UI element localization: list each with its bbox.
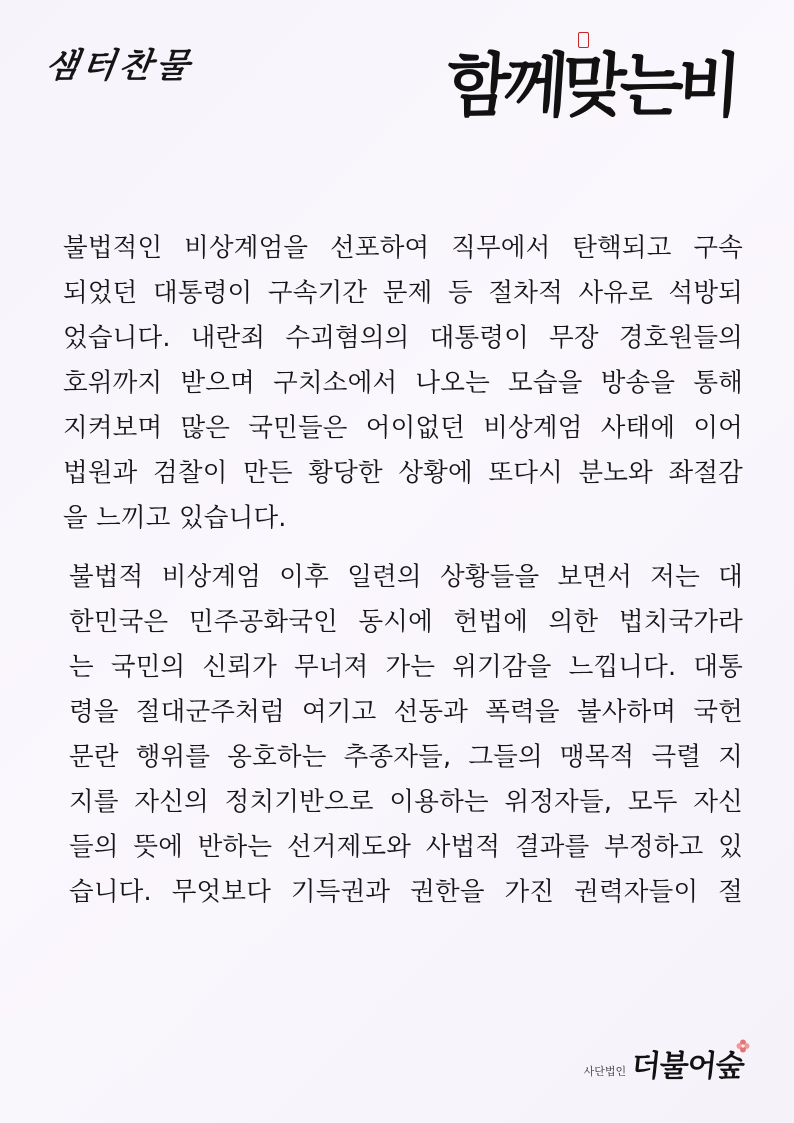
letter-body [55, 226, 743, 929]
org-name-logo: 더불어숲 [629, 1049, 746, 1084]
paragraph-1 [55, 226, 743, 541]
text-line: 법원과 검찰이 만든 황당한 상황에 또다시 분노와 좌절감 [63, 458, 743, 488]
text-line: 지를 자신의 정치기반으로 이용하는 위정자들, 모두 자신 [69, 787, 743, 817]
text-line: 호위까지 받으며 구치소에서 나오는 모습을 방송을 통해 [63, 368, 743, 398]
text-line: 습니다. 무엇보다 기득권과 권한을 가진 권력자들이 절 [69, 877, 743, 907]
text-line: 지켜보며 많은 국민들은 어이없던 비상계엄 사태에 이어 [63, 413, 743, 443]
text-line: 불법적 비상계엄 이후 일련의 상황들을 보면서 저는 대 [69, 562, 743, 592]
text-line: 는 국민의 신뢰가 무너져 가는 위기감을 느낍니다. 대통 [69, 652, 743, 682]
org-type-label: 사단법인 [583, 1065, 627, 1078]
text-line: 한민국은 민주공화국인 동시에 헌법에 의한 법치국가라 [69, 607, 743, 637]
header-title: 샘터찬물 [42, 46, 196, 86]
footer-brand [584, 1041, 744, 1085]
text-line: 되었던 대통령이 구속기간 문제 등 절차적 사유로 석방되 [63, 278, 743, 308]
text-line: 었습니다. 내란죄 수괴혐의의 대통령이 무장 경호원들의 [63, 323, 743, 353]
text-line: 령을 절대군주처럼 여기고 선동과 폭력을 불사하며 국헌 [69, 697, 743, 727]
text-line: 을 느끼고 있습니다. [63, 503, 287, 533]
text-line: 들의 뜻에 반하는 선거제도와 사법적 결과를 부정하고 있 [69, 832, 743, 862]
calligraphy-title: 함께맞는비 [443, 44, 739, 127]
text-line: 문란 행위를 옹호하는 추종자들, 그들의 맹목적 극렬 지 [69, 742, 743, 772]
paragraph-2 [55, 555, 743, 915]
text-line: 불법적인 비상계엄을 선포하여 직무에서 탄핵되고 구속 [63, 233, 743, 263]
